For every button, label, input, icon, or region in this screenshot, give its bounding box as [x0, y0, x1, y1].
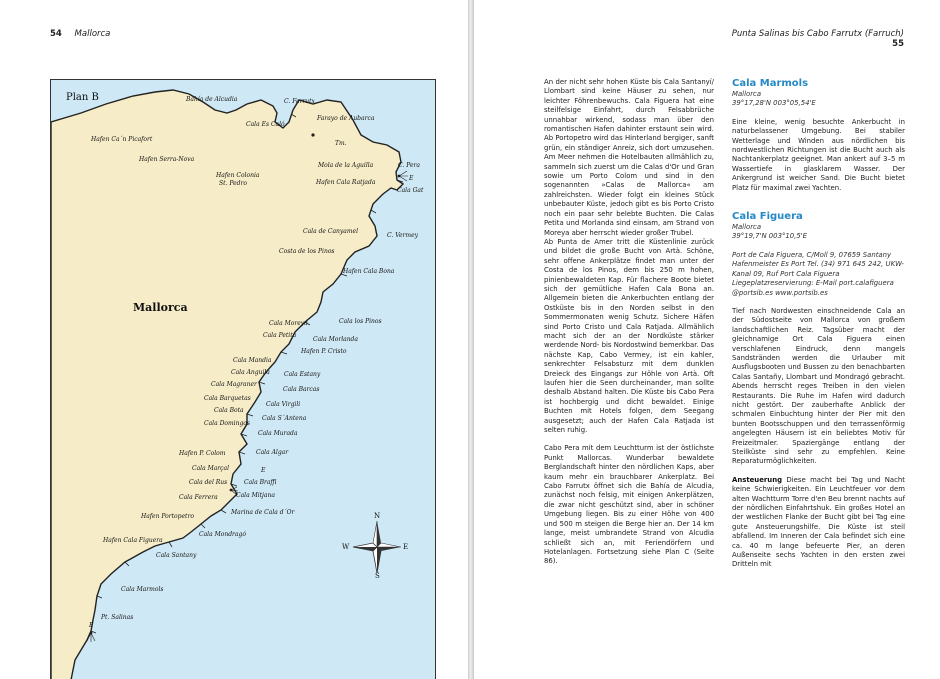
plan-b-map — [50, 79, 436, 679]
map-label-pt-salinas: Pt. Salinas — [101, 614, 134, 621]
map-label-cala-del-rus: Cala del Rus — [189, 479, 228, 486]
left-page-number: 54 — [50, 29, 62, 39]
map-label-c-pera: C. Pera — [398, 162, 420, 169]
plan-label: Plan B — [66, 92, 99, 103]
map-label-cala-s-antena: Cala S´Antena — [262, 415, 307, 422]
map-label-cala-barqueta: Cala Barquetas — [204, 395, 251, 402]
map-label-bahia-alcudia: Bahía de Alcudia — [186, 96, 238, 103]
text-column-1 — [544, 78, 714, 567]
map-drawing — [51, 80, 435, 679]
paragraph: An der nicht sehr hohen Küste bis Cala Santanyí/ Llombart sind keine Häuser zu sehen, nur leichter Föhrenbewuchs. Cala Figuera hat eine steilfelsige Einfahrt, durch Felsabbrüche unnahbar wirkend, sodass man über den romantischen Hafen dahinter erstaunt sein wird. Ab Portopetro wird das Hinterland bergiger, sanft grün, ein ständiger Anreiz, sich dort umzusehen. Am Meer nehmen die Hotelbauten allmählich zu, sammeln sich zuerst um die Calas d'Or und Gran sowie um Porto Colom und sind in den sogenannten »Calas de Mallorca« am zahlreichsten. Wieder folgt ein kleines Stück unbebauter Küste, jedoch gibt es bis Porto Cristo noch ein paar sehr belebte Buchten. Die Calas Petita und Morlanda sind einsam, am Strand von Moreya aber herrscht wieder großer Trubel. — [544, 78, 714, 237]
map-label-cala-algar: Cala Algar — [256, 449, 289, 456]
paragraph: Cabo Pera mit dem Leuchtturm ist der östlichste Punkt Mallorcas. Wunderbar bewaldete Berglandschaft hinter den nördlichen Kaps, aber kaum mehr ein brauchbarer Ankerplatz. Bei Cabo Farrutx öffnet sich die Bahía de Alcudia, zunächst noch felsig, mit einigen Ankerplätzen, die zwar nicht geschützt sind, aber in schöner Umgebung liegen. Bis zu einer Höhe von 400 und 500 m steigen die Berge hier an. Der 14 km lange, meist umbrandete Strand von Alcudia schließt sich an, mit Feriendörfern und Hotelanlagen. Fortsetzung siehe Plan C (Seite 86). — [544, 444, 714, 566]
map-label-st-pedro: St. Pedro — [219, 180, 247, 187]
map-label-cala-gat: Cala Gat — [397, 187, 424, 194]
section-text: Tief nach Nordwesten einschneidende Cala an der Südostseite von Mallorca von großem landschaftlichen Reiz. Tagsüber macht der gleichnamige Ort Cala Figuera einen verschlafenen Eindruck, denn mangels Sandstränden werden die Urlauber mit Ausflugsbooten und Bussen zu den benachbarten Calas Santañy, Llombart und Mondragó gebracht. Abends herrscht reges Treiben in den vielen Restaurants. Die Ruhe im Hafen wird dadurch nicht gestört. Der zauberhafte Anblick der schmalen Einbuchtung hinter der Pier mit den bunten Bootsschuppen und den terrassenförmig angelegten Häusern ist ein beliebtes Motiv für Freizeitmaler. Spaziergänge entlang der Steilküste sind sehr zu empfehlen. Keine Reparaturmöglichkeiten. — [732, 306, 905, 466]
map-label-hafen-picafort: Hafen Ca´n Picafort — [91, 136, 153, 143]
map-label-hafen-cala-bona: Hafen Cala Bona — [343, 268, 395, 275]
map-label-cala-marmols: Cala Marmols — [121, 586, 164, 593]
compass-east: E — [403, 543, 409, 551]
map-label-costa-pinos: Costa de los Pinos — [279, 248, 335, 255]
compass-south: S — [375, 572, 380, 580]
compass-rose — [353, 521, 401, 573]
map-label-cala-magraner: Cala Magraner — [211, 381, 257, 388]
approach-heading: Ansteuerung — [732, 475, 783, 484]
map-label-cala-anguila: Cala Anguila — [231, 369, 270, 376]
lighthouse-marker — [311, 133, 314, 136]
map-label-cala-domingos: Cala Domingos — [204, 420, 250, 427]
map-label-hafen-p-cristo: Hafen P. Cristo — [301, 348, 347, 355]
map-label-cala-mitjana: Cala Mitjana — [236, 492, 275, 499]
right-header — [712, 29, 904, 49]
section-coords: 39°17,28'N 003°05,54'E — [732, 99, 816, 108]
map-label-marina-cala-or: Marina de Cala d´Or — [231, 509, 295, 516]
compass-west: W — [342, 543, 350, 551]
map-label-e-mark-2: E — [261, 467, 266, 474]
map-label-tm: Tm. — [335, 140, 347, 147]
map-label-cala-mandia: Cala Mandia — [233, 357, 272, 364]
text-column-2 — [732, 78, 905, 570]
approach-paragraph — [732, 476, 905, 570]
map-label-hafen-colonia: Hafen Colonia — [216, 172, 260, 179]
map-label-cala-virgili: Cala Virgili — [266, 401, 301, 408]
paragraph: Ab Punta de Amer tritt die Küstenlinie zurück und bildet die große Bucht von Artà. Schöne, sehr offene Ankerplätze findet man unter der Costa de los Pinos, dem bis 250 m hohen, pinienbewaldeten Kap. Für flachere Boote bietet sich der gemütliche Hafen Cala Bona an. Allgemein bieten die Ankerbuchten entlang der Ostküste bis in den Norden selbst in den Sommermonaten wenig Schutz. Sichere Häfen sind Porto Cristo und Cala Ratjada. Allmählich macht sich der an der Nordküste stärker werdende Nord- bis Nordostwind bemerkbar. Das nächste Kap, Cabo Vermey, ist ein kahler, senkrechter Felsabsturz mit dem dunklen Dreieck des Eingangs zur Höhle von Artà. Oft laufen hier die Seen durcheinander, man sollte deshalb Abstand halten. Die Küste bis Cabo Pera ist hochbergig und dicht bewaldet. Einige Buchten mit Hotels folgen, dem Seegang ausgesetzt; auch der Hafen Cala Ratjada ist selten ruhig. — [544, 237, 714, 435]
map-label-cala-moreya: Cala Moreya — [269, 320, 308, 327]
map-label-cala-barcas: Cala Barcas — [283, 386, 320, 393]
section-coords: 39°19,7'N 003°10,5'E — [732, 232, 807, 241]
harbour-contact: Port de Cala Figuera, C/Moll 9, 07659 Santany Hafenmeister Es Port Tel. (34) 971 645 242, UKW-Kanal 09, Ruf Port Cala Figuera Liegeplatzreservierung: E-Mail port.calafiguera @portsib.es www.portsib.es — [732, 250, 904, 297]
left-header — [50, 29, 110, 39]
map-label-hafen-cala-ratjada: Hafen Cala Ratjada — [316, 179, 376, 186]
map-label-cala-estany: Cala Estany — [284, 371, 321, 378]
map-label-cala-mondrago: Cala Mondragó — [199, 531, 246, 538]
approach-text: Diese macht bei Tag und Nacht keine Schwierigkeiten. Ein Leuchtfeuer vor dem alten Wachtturm Torre d'en Beu brennt nachts auf der nördlichen Einfahrtshuk. Ein großes Hotel an der westlichen Flanke der Bucht gibt bei Tag eine gute Ansteuerungshilfe. Die Küste ist steil abfallend. Im Inneren der Cala befindet sich eine ca. 40 m lange befeuerte Pier, an deren Außenseite sechs Yachten in den ersten zwei Dritteln mit — [732, 475, 905, 569]
map-label-cala-braffi: Cala Braffi — [244, 479, 277, 486]
map-label-c-vermey: C. Vermey — [387, 232, 419, 239]
map-label-cala-santany: Cala Santany — [156, 552, 197, 559]
map-label-cala-bota: Cala Bota — [214, 407, 244, 414]
section-title-cala-figuera: Cala Figuera — [732, 211, 803, 223]
compass-north: N — [374, 512, 381, 520]
section-title-cala-marmols: Cala Marmols — [732, 78, 809, 89]
map-label-cala-los-pinos: Cala los Pinos — [339, 318, 382, 325]
map-label-cala-es-calo: Cala Es Caló — [246, 121, 285, 128]
right-running-head: Punta Salinas bis Cabo Farrutx (Farruch) — [731, 29, 904, 39]
map-label-cala-marcal: Cala Marçal — [192, 465, 230, 472]
map-label-c-farrutx: C. Farrutx — [284, 98, 315, 105]
right-page-number: 55 — [892, 39, 904, 49]
section-region: Mallorca — [732, 223, 762, 232]
left-running-head: Mallorca — [74, 29, 111, 39]
map-label-hafen-p-colom: Hafen P. Colom — [179, 450, 226, 457]
map-label-cala-petita: Cala Petita — [263, 332, 297, 339]
left-page — [0, 0, 468, 679]
map-label-mola-aguilla: Mola de la Aguilla — [318, 162, 374, 169]
map-label-hafen-cala-figuera: Hafen Cala Figuera — [103, 537, 163, 544]
map-label-faro-aubarca: Farayo de Aubarca — [317, 115, 375, 122]
map-label-cala-morlanda: Cala Morlanda — [313, 336, 358, 343]
map-label-hafen-serra-nova: Hafen Serra-Nova — [139, 156, 195, 163]
island-name: Mallorca — [133, 301, 188, 314]
section-text: Eine kleine, wenig besuchte Ankerbucht in naturbelassener Umgebung. Bei stabiler Wetterlage und Winden aus nördlichen bis nordwestlichen Richtungen ist die Bucht auch als Nachtankerplatz geeignet. Man ankert auf 3–5 m Wassertiefe in glasklarem Wasser. Der Ankergrund ist weicher Sand. Die Bucht bietet Platz für maximal zwei Yachten. — [732, 117, 905, 192]
map-label-e-mark: E — [409, 175, 414, 182]
right-page — [474, 0, 940, 679]
map-label-cala-canyamel: Cala de Canyamel — [303, 228, 359, 235]
section-region: Mallorca — [732, 90, 762, 98]
map-label-cala-ferrera: Cala Ferrera — [179, 494, 218, 501]
map-label-e-mark-3: E — [89, 622, 94, 629]
map-label-hafen-portopetro: Hafen Portopetro — [141, 513, 194, 520]
map-label-cala-murada: Cala Murada — [258, 430, 298, 437]
